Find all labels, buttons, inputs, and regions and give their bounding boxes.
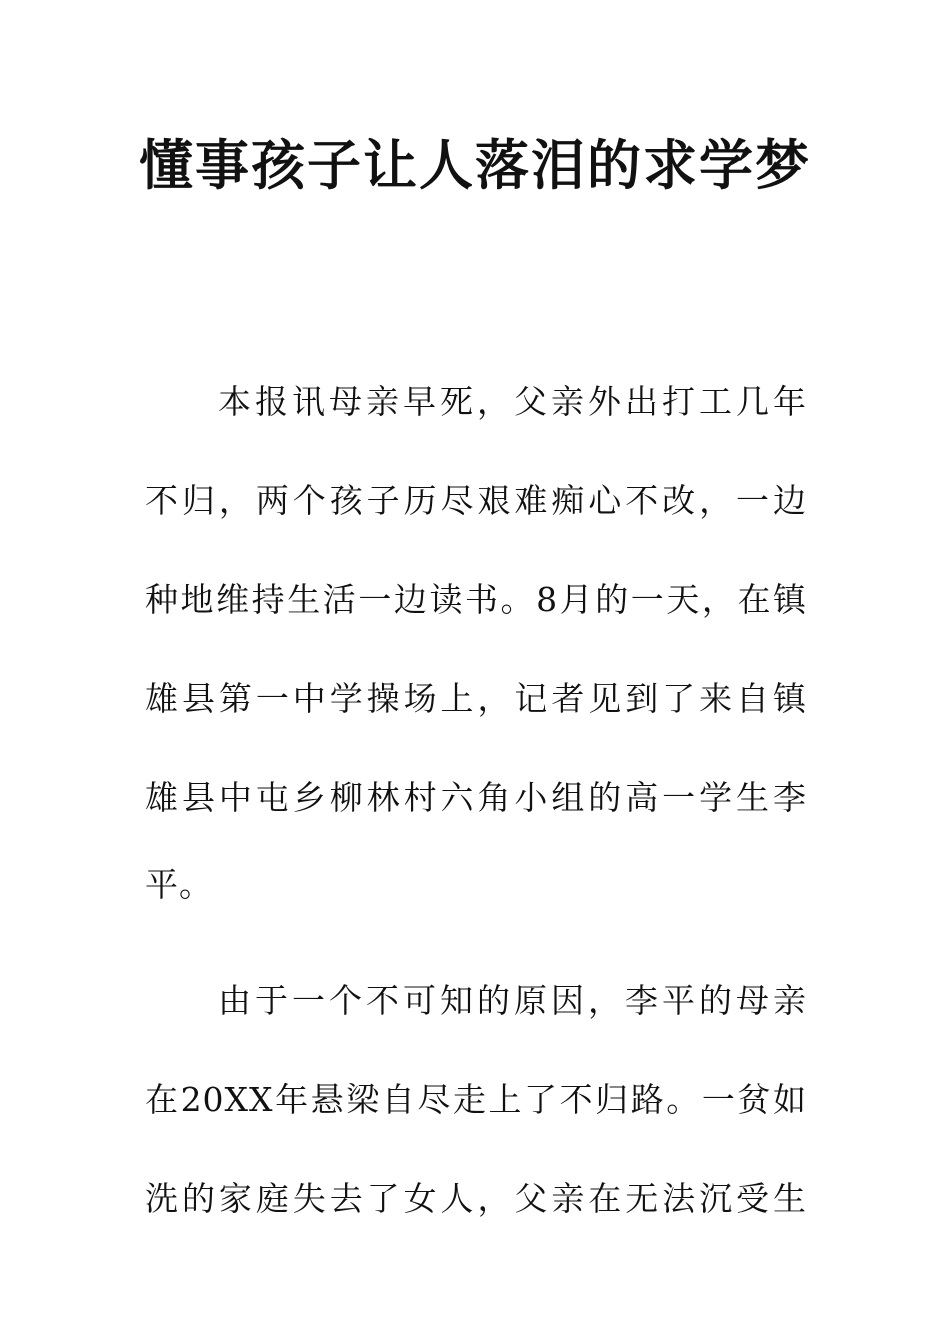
paragraph-2-line-3: 洗的家庭失去了女人，父亲在无法沉受生 xyxy=(145,1179,807,1218)
paragraph-1-line-2: 不归，两个孩子历尽艰难痴心不改，一边 xyxy=(145,481,807,520)
paragraph-1-line-5: 雄县中屯乡柳林村六角小组的高一学生李 xyxy=(145,778,807,817)
paragraph-1-line-3: 种地维持生活一边读书。8月的一天，在镇 xyxy=(145,580,807,619)
paragraph-1-line-1: 本报讯母亲早死，父亲外出打工几年 xyxy=(218,382,807,421)
document-title: 懂事孩子让人落泪的求学梦 xyxy=(139,134,811,197)
paragraph-1-line-4: 雄县第一中学操场上，记者见到了来自镇 xyxy=(145,679,807,718)
paragraph-1-line-6: 平。 xyxy=(145,865,213,904)
paragraph-2-line-1: 由于一个不可知的原因，李平的母亲 xyxy=(218,981,807,1020)
paragraph-2-line-2: 在20XX年悬梁自尽走上了不归路。一贫如 xyxy=(145,1080,807,1119)
